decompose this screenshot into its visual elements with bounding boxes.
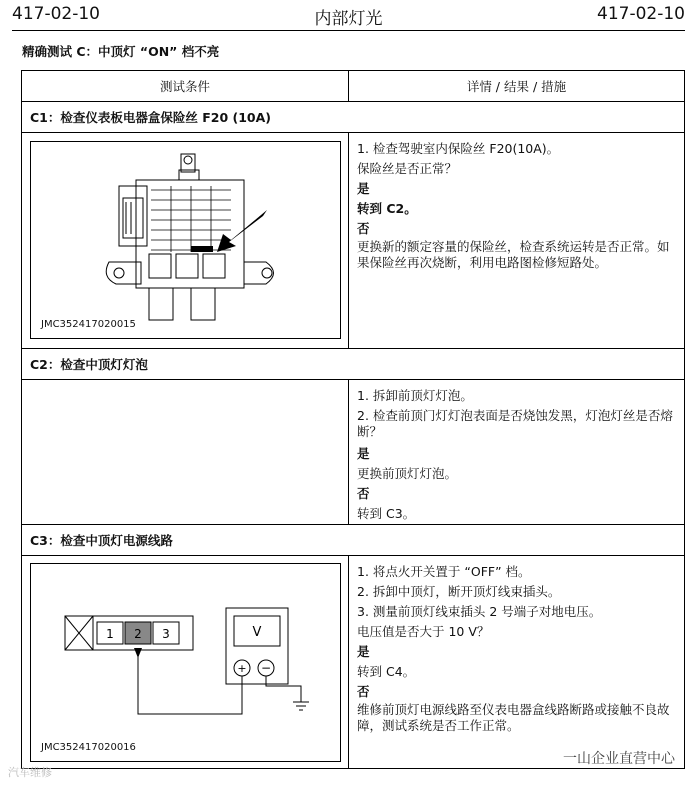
header-center: 内部灯光 [314,9,383,29]
c1-line-1: 1. 检查驾驶室内保险丝 F20(10A)。 [357,141,560,156]
meter-label: V [252,625,262,640]
c2-line-1: 1. 拆卸前顶灯灯泡。 [357,388,473,403]
c3-line-4: 电压值是否大于 10 V？ [357,624,490,639]
c3-line-2: 2. 拆卸中顶灯，断开顶灯线束插头。 [357,584,561,599]
c1-line-6: 更换新的额定容量的保险丝，检查系统运转是否正常。如果保险丝再次烧断，利用电路图检修短路处。 [357,239,670,270]
c3-details-cell [349,556,685,769]
c1-line-4: 转到 C2。 [357,201,417,216]
column-header-details: 详情 / 结果 / 措施 [349,71,685,102]
column-header-condition: 测试条件 [22,71,349,102]
c1-details-cell [349,133,685,349]
fuse-box-illustration [31,142,340,338]
header-rule [12,30,685,31]
c3-line-8: 维修前顶灯电源线路至仪表电器盒线路断路或接触不良故障，测试系统是否工作正常。 [357,702,670,733]
c1-line-2: 保险丝是否正常？ [357,161,458,176]
c2-line-4: 更换前顶灯灯泡。 [357,466,458,481]
c1-line-3: 是 [357,181,370,196]
c2-line-6: 转到 C3。 [357,506,416,521]
svg-text:−: − [260,661,272,675]
fuse-box-figure [30,141,341,339]
voltage-test-diagram [31,564,340,761]
pin-3-label: 3 [162,627,170,641]
c2-line-3: 是 [357,446,370,461]
watermark: 一山企业直营中心 [563,751,675,767]
test-table [21,70,685,769]
section-title-c3: C3：检查中顶灯电源线路 [22,525,685,556]
pin-1-label: 1 [106,627,114,641]
voltage-test-figure [30,563,341,762]
header-right: 417-02-10 [597,4,685,24]
c2-line-2: 2. 检查前顶门灯灯泡表面是否烧蚀发黑，灯泡灯丝是否熔断？ [357,408,673,439]
c2-empty-cell [22,380,349,525]
section-title-c1: C1：检查仪表板电器盒保险丝 F20 (10A) [22,102,685,133]
watermark-small: 汽车维修 [8,766,52,779]
section-title-c2: C2：检查中顶灯灯泡 [22,349,685,380]
c2-line-5: 否 [357,486,370,501]
c3-line-7: 否 [357,684,370,699]
header-left: 417-02-10 [12,4,100,24]
c3-line-6: 转到 C4。 [357,664,416,679]
c3-line-5: 是 [357,644,370,659]
pin-2-label: 2 [134,627,142,641]
figure-id-c1: JMC352417020015 [41,319,136,330]
c3-line-1: 1. 将点火开关置于 “OFF” 档。 [357,564,531,579]
c3-figure-cell [22,556,349,769]
c2-details-cell [349,380,685,525]
figure-id-c3: JMC352417020016 [41,742,136,753]
c3-line-3: 3. 测量前顶灯线束插头 2 号端子对地电压。 [357,604,602,619]
page-header [12,4,685,28]
c1-line-5: 否 [357,221,370,236]
page-subtitle: 精确测试 C：中顶灯 “ON” 档不亮 [22,44,220,59]
svg-text:+: + [237,662,247,675]
c1-figure-cell [22,133,349,349]
